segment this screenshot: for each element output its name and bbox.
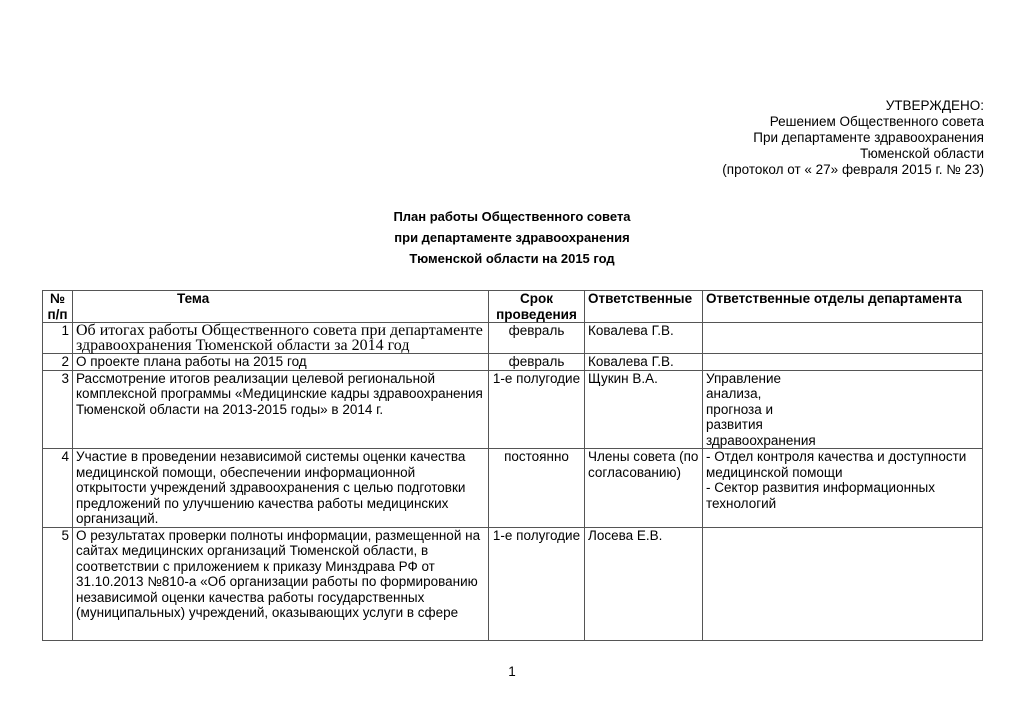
header-department: Ответственные отделы департамента	[703, 291, 983, 323]
title-line-3: Тюменской области на 2015 год	[409, 251, 615, 266]
row-topic: Участие в проведении независимой системы оценки качества медицинской помощи, обеспечении информационной открытости учреждений здравоохранения с целью подготовки предложений по улучшению качества работы медицинских организаций.	[73, 449, 489, 528]
row-department	[703, 449, 983, 528]
row-term: 1-е полугодие	[489, 527, 585, 640]
row-department	[703, 527, 983, 640]
approval-heading: УТВЕРЖДЕНО:	[885, 98, 984, 113]
header-responsible: Ответственные	[585, 291, 703, 323]
row-department	[703, 354, 983, 371]
department-line: развития	[706, 417, 763, 432]
row-term: февраль	[489, 323, 585, 354]
department-line: прогноза и	[706, 401, 774, 417]
row-topic: Рассмотрение итогов реализации целевой региональной комплексной программы «Медицинские кадры здравоохранения Тюменской области на 2013-2015 годы» в 2014 г.	[73, 370, 489, 449]
row-term: февраль	[489, 354, 585, 371]
department-line: анализа,	[706, 386, 762, 401]
row-topic: Об итогах работы Общественного совета при департаменте здравоохранения Тюменской области за 2014 год	[73, 323, 489, 354]
title-line-1: План работы Общественного совета	[393, 209, 631, 224]
document-title	[0, 206, 1024, 269]
row-department	[703, 323, 983, 354]
row-number: 2	[43, 354, 73, 371]
row-responsible: Члены совета (по согласованию)	[585, 449, 703, 528]
row-number: 4	[43, 449, 73, 528]
row-topic: О результатах проверки полноты информации, размещенной на сайтах медицинских организаций Тюменской области, в соответствии с приложением к приказу Минздрава РФ от 31.10.2013 №810-а «Об организации работы по формированию независимой оценки качества работы государственных (муниципальных) учреждений, оказывающих услуги в сфере	[76, 527, 481, 620]
header-number: № п/п	[43, 291, 73, 323]
row-topic-cell	[73, 527, 489, 640]
header-term: Срок проведения	[489, 291, 585, 323]
table-row	[43, 527, 983, 640]
plan-table	[42, 290, 983, 641]
table-row	[43, 354, 983, 371]
row-number: 3	[43, 370, 73, 449]
page-number: 1	[508, 664, 516, 679]
table-row	[43, 370, 983, 449]
row-term: 1-е полугодие	[489, 370, 585, 449]
row-responsible: Ковалева Г.В.	[585, 323, 703, 354]
row-number: 1	[43, 323, 73, 354]
department-line: Управление	[706, 370, 782, 386]
approval-protocol: (протокол от « 27» февраля 2015 г. № 23)	[722, 162, 984, 177]
row-number: 5	[43, 527, 73, 640]
approval-department: При департаменте здравоохранения	[753, 130, 984, 145]
table-header-row	[43, 291, 983, 323]
row-responsible: Ковалева Г.В.	[585, 354, 703, 371]
department-line: - Отдел контроля качества и доступности медицинской помощи	[706, 449, 967, 480]
title-line-2: при департаменте здравоохранения	[394, 230, 630, 245]
table-row	[43, 449, 983, 528]
row-term: постоянно	[489, 449, 585, 528]
department-line: здравоохранения	[706, 432, 816, 448]
row-responsible: Лосева Е.В.	[585, 527, 703, 640]
row-responsible: Щукин В.А.	[585, 370, 703, 449]
approval-decision: Решением Общественного совета	[769, 114, 984, 129]
row-department	[703, 370, 983, 449]
approval-region: Тюменской области	[860, 146, 984, 161]
row-topic: О проекте плана работы на 2015 год	[73, 354, 489, 371]
approval-block	[722, 98, 984, 178]
department-line: - Сектор развития информационных технологий	[706, 480, 935, 511]
header-topic: Тема	[73, 291, 489, 323]
table-row	[43, 323, 983, 354]
